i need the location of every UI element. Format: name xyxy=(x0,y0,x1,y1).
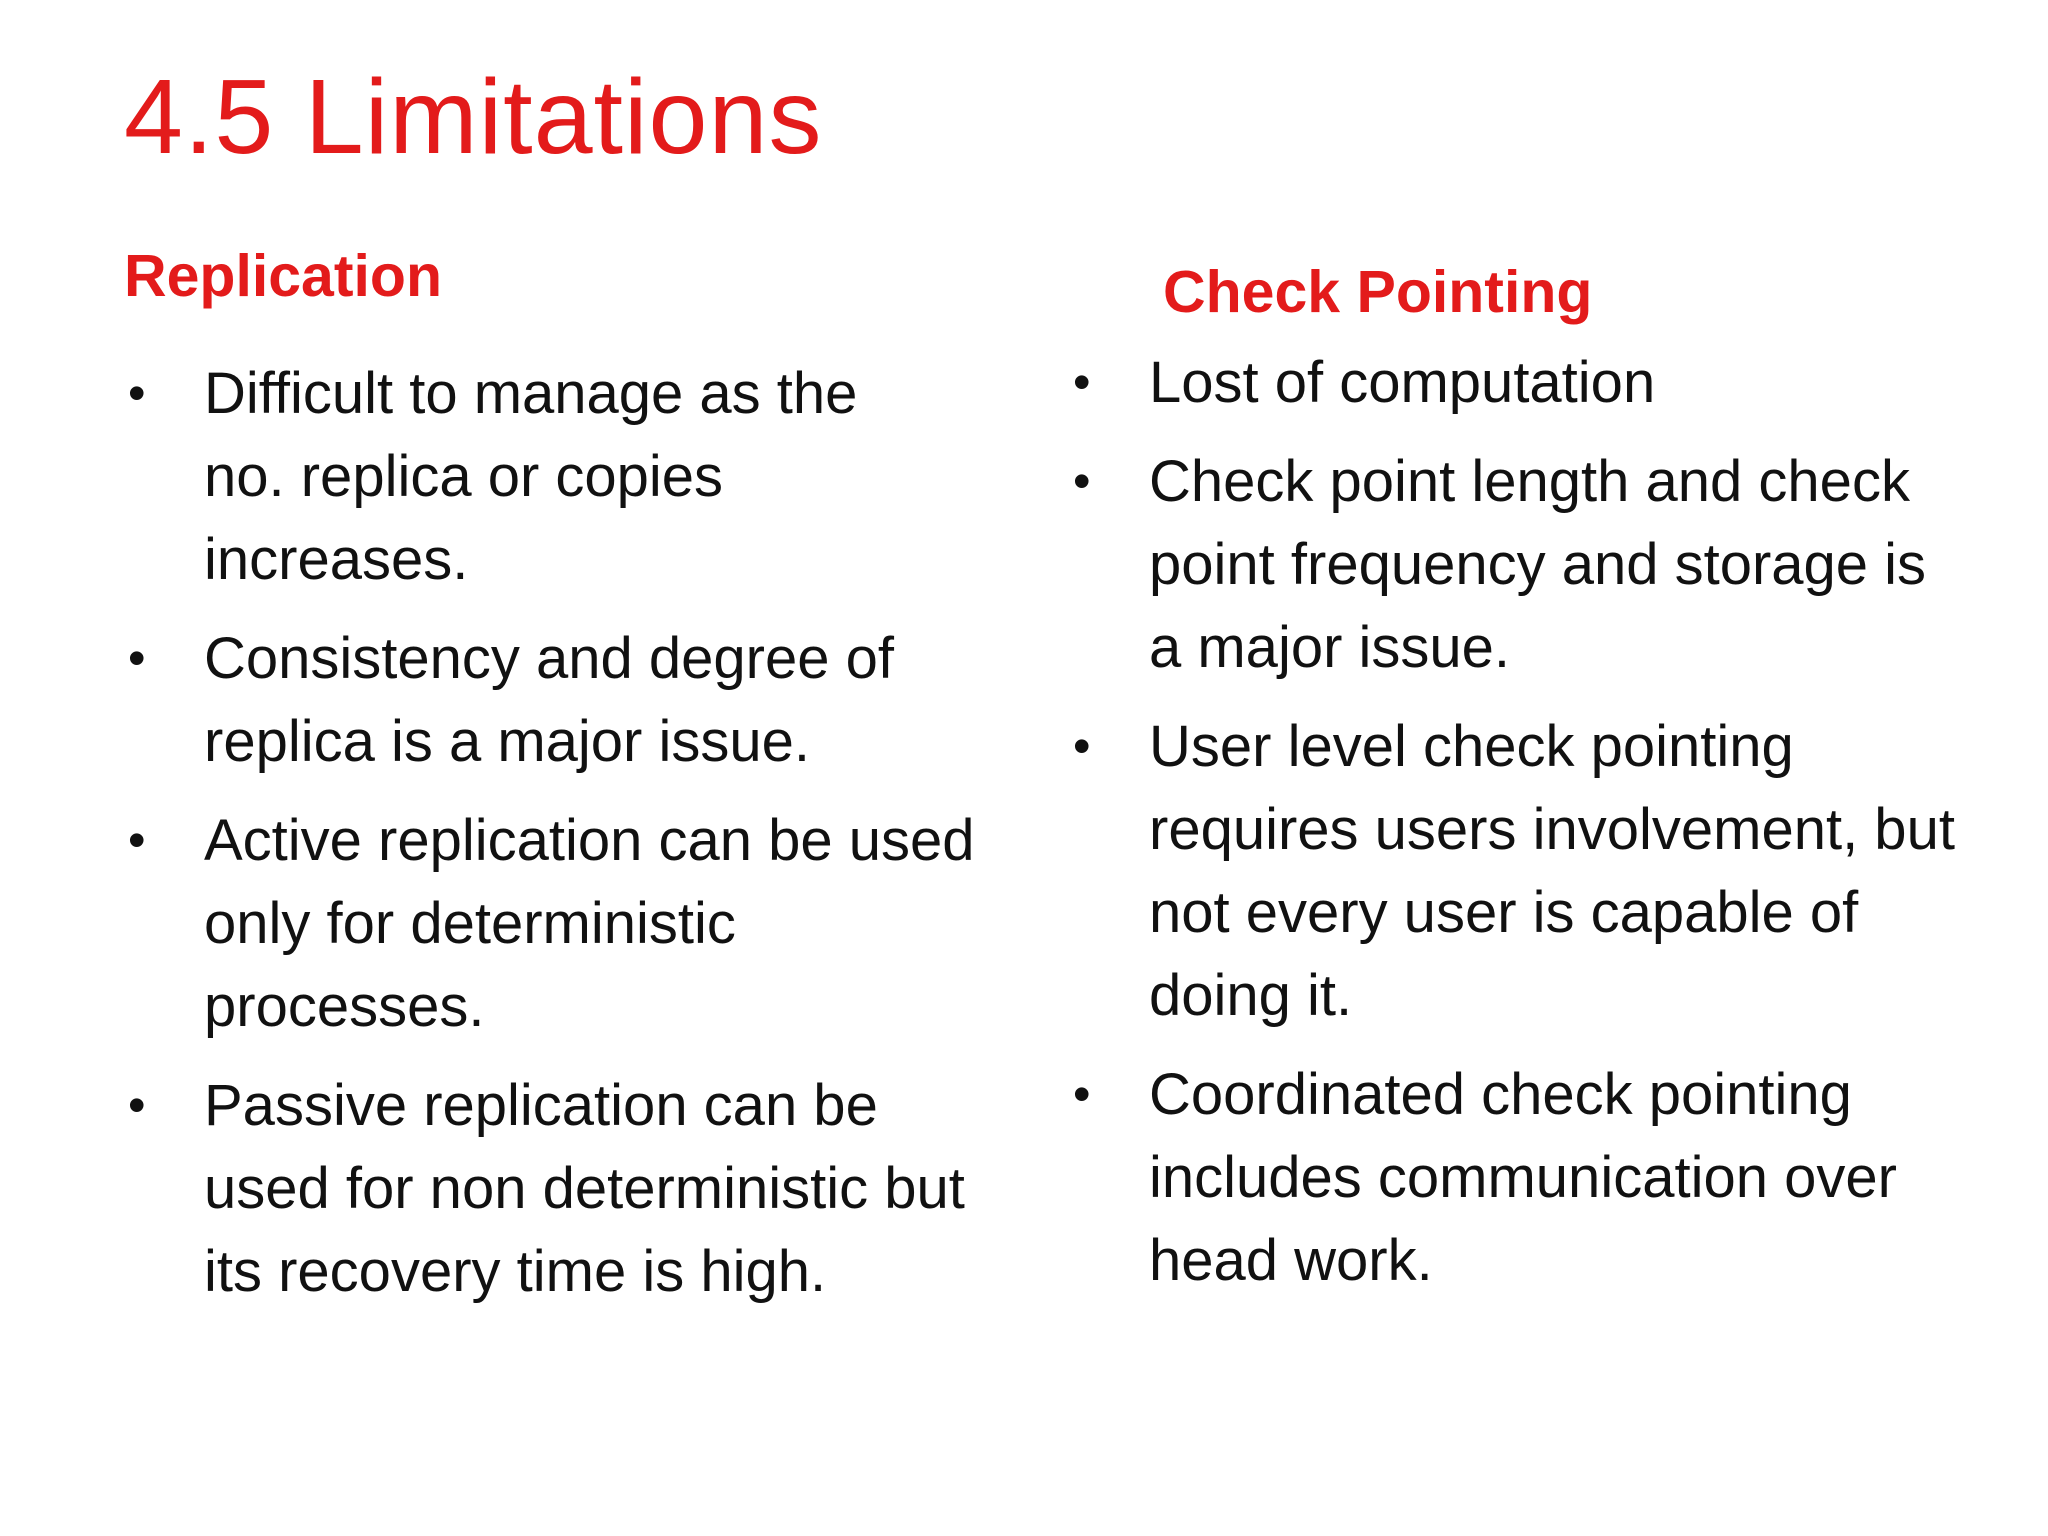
bullet-item xyxy=(124,352,1004,601)
bullet-item xyxy=(124,799,1004,1048)
bullet-text: Passive replication can be used for non deterministic but its recovery time is high. xyxy=(204,1073,965,1304)
bullet-icon: • xyxy=(128,1077,146,1133)
replication-bullet-list xyxy=(124,352,1004,1329)
bullet-icon: • xyxy=(128,812,146,868)
check-pointing-bullet-list xyxy=(1069,341,2009,1318)
bullet-icon: • xyxy=(128,630,146,686)
bullet-item xyxy=(1069,705,2009,1037)
bullet-item xyxy=(1069,1053,2009,1302)
bullet-text: Coordinated check pointing includes communication over head work. xyxy=(1149,1062,1897,1293)
bullet-text: Consistency and degree of replica is a major issue. xyxy=(204,626,894,774)
bullet-icon: • xyxy=(1073,453,1091,509)
bullet-icon: • xyxy=(1073,1066,1091,1122)
bullet-text: Check point length and check point frequency and storage is a major issue. xyxy=(1149,449,1927,680)
bullet-icon: • xyxy=(1073,354,1091,410)
replication-heading: Replication xyxy=(124,243,442,309)
bullet-icon: • xyxy=(128,365,146,421)
bullet-item xyxy=(1069,341,2009,424)
bullet-item xyxy=(124,1064,1004,1313)
bullet-text: User level check pointing requires users involvement, but not every user is capable of doing it. xyxy=(1149,714,1955,1028)
slide-title: 4.5 Limitations xyxy=(124,58,823,176)
bullet-item xyxy=(124,617,1004,783)
bullet-text: Difficult to manage as the no. replica or copies increases. xyxy=(204,361,858,592)
check-pointing-heading: Check Pointing xyxy=(1163,259,1593,325)
bullet-text: Lost of computation xyxy=(1149,350,1656,415)
bullet-icon: • xyxy=(1073,718,1091,774)
bullet-item xyxy=(1069,440,2009,689)
bullet-text: Active replication can be used only for deterministic processes. xyxy=(204,808,975,1039)
